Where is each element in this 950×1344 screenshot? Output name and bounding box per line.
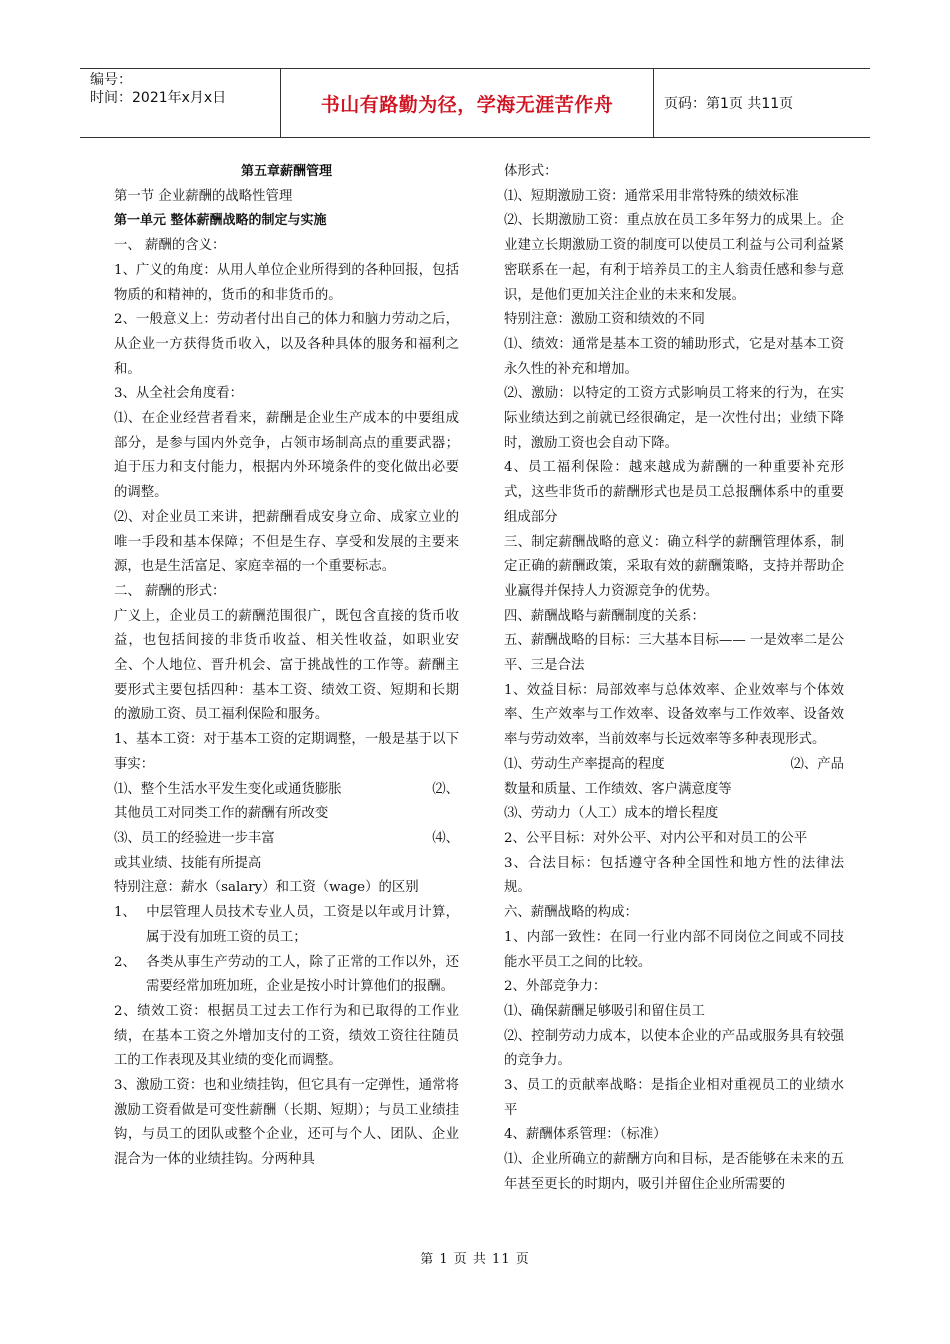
paragraph: 四、薪酬战略与薪酬制度的关系： bbox=[504, 608, 705, 624]
list-item-text: ⑴、整个生活水平发生变化或通货膨胀 bbox=[114, 781, 342, 797]
paragraph: 一、 薪酬的含义： bbox=[114, 238, 226, 254]
number-label: 编号： bbox=[90, 72, 132, 88]
paragraph: 广义上，企业员工的薪酬范围很广，既包含直接的货币收益，也包括间接的非货币收益、相关性收益，如职业安全、个人地位、晋升机会、富于挑战性的工作等。薪酬主要形式主要包括四种：基本工资、绩效工资、短期和长期的激励工资、员工福利保险和服务。 bbox=[114, 608, 459, 723]
unit-heading: 第一单元 整体薪酬战略的制定与实施 bbox=[114, 213, 327, 229]
paragraph: 或其业绩、技能有所提高 bbox=[114, 855, 262, 871]
page-header bbox=[80, 68, 870, 138]
numbered-item bbox=[114, 951, 459, 1000]
paragraph: 2、外部竞争力： bbox=[504, 979, 607, 995]
paragraph: ⑵、激励：以特定的工资方式影响员工将来的行为，在实际业绩达到之前就已经很确定，是一次性付出；业绩下降时，激励工资也会自动下降。 bbox=[504, 386, 844, 451]
list-item bbox=[114, 778, 459, 803]
paragraph: ⑴、在企业经营者看来，薪酬是企业生产成本的中要组成部分，是参与国内外竞争，占领市场制高点的重要武器；迫于压力和支付能力，根据内外环境条件的变化做出必要的调整。 bbox=[114, 411, 459, 501]
paragraph: ⑴、绩效：通常是基本工资的辅助形式，它是对基本工资永久性的补充和增加。 bbox=[504, 336, 844, 377]
page-footer: 第 1 页 共 11 页 bbox=[420, 1252, 530, 1267]
paragraph: 1、广义的角度：从用人单位企业所得到的各种回报，包括物质的和精神的，货币的和非货币的。 bbox=[114, 262, 459, 303]
paragraph: ⑵、控制劳动力成本，以使本企业的产品或服务具有较强的竞争力。 bbox=[504, 1028, 844, 1069]
paragraph: 2、一般意义上：劳动者付出自己的体力和脑力劳动之后，从企业一方获得货币收入，以及各种具体的服务和福利之和。 bbox=[114, 312, 459, 377]
item-text: 各类从事生产劳动的工人，除了正常的工作以外，还需要经常加班加班，企业是按小时计算他们的报酬。 bbox=[146, 954, 459, 995]
list-item bbox=[114, 827, 459, 852]
header-page-number: 页码：第1页 共11页 bbox=[664, 96, 794, 112]
paragraph: 3、从全社会角度看： bbox=[114, 386, 244, 402]
paragraph: 2、公平目标：对外公平、对内公平和对员工的公平 bbox=[504, 830, 808, 846]
paragraph: 4、员工福利保险：越来越成为薪酬的一种重要补充形式，这些非货币的薪酬形式也是员工总报酬体系中的重要组成部分 bbox=[504, 460, 844, 525]
paragraph: ⑴、企业所确立的薪酬方向和目标，是否能够在未来的五年甚至更长的时期内，吸引并留住企业所需要的 bbox=[504, 1152, 844, 1192]
paragraph: 3、员工的贡献率战略：是指企业相对重视员工的业绩水平 bbox=[504, 1078, 844, 1118]
list-item-text: ⑶、员工的经验进一步丰富 bbox=[114, 830, 275, 846]
paragraph: 1、效益目标：局部效率与总体效率、企业效率与个体效率、生产效率与工作效率、设备效率与工作效率、设备效率与劳动效率，当前效率与长远效率等多种表现形式。 bbox=[504, 682, 844, 748]
item-number: 1、 bbox=[114, 905, 136, 921]
chapter-title: 第五章薪酬管理 bbox=[240, 164, 332, 179]
header-motto: 书山有路勤为径，学海无涯苦作舟 bbox=[280, 69, 654, 137]
paragraph: 4、薪酬体系管理：（标准） bbox=[504, 1127, 667, 1143]
paragraph: 1、内部一致性：在同一行业内部不同岗位之间或不同技能水平员工之间的比较。 bbox=[504, 929, 844, 970]
numbered-item bbox=[114, 901, 459, 950]
paragraph: ⑶、劳动力（人工）成本的增长程度 bbox=[504, 806, 719, 822]
left-column bbox=[114, 160, 459, 1173]
paragraph: 1、基本工资：对于基本工资的定期调整，一般是基于以下事实： bbox=[114, 732, 459, 772]
paragraph: 二、 薪酬的形式： bbox=[114, 583, 226, 599]
paragraph: 特别注意：薪水（salary）和工资（wage）的区别 bbox=[114, 880, 419, 896]
list-item-number: ⑵、 bbox=[432, 781, 459, 797]
paragraph: 三、制定薪酬战略的意义：确立科学的薪酬管理体系，制定正确的薪酬政策，采取有效的薪酬策略，支持并帮助企业赢得并保持人力资源竞争的优势。 bbox=[504, 534, 844, 599]
item-number: 2、 bbox=[114, 954, 136, 970]
list-item-number: ⑷、 bbox=[432, 830, 459, 846]
list-item-text: ⑴、劳动生产率提高的程度 bbox=[504, 756, 665, 772]
paragraph: 五、薪酬战略的目标：三大基本目标—— 一是效率二是公平、三是合法 bbox=[504, 633, 844, 674]
paragraph: ⑵、对企业员工来讲，把薪酬看成安身立命、成家立业的唯一手段和基本保障；不但是生存、享受和发展的主要来源，也是生活富足、家庭幸福的一个重要标志。 bbox=[114, 509, 459, 575]
paragraph: 其他员工对同类工作的薪酬有所改变 bbox=[114, 806, 329, 822]
paragraph: ⑴、短期激励工资：通常采用非常特殊的绩效标准 bbox=[504, 188, 799, 204]
paragraph: 3、合法目标：包括遵守各种全国性和地方性的法律法规。 bbox=[504, 855, 844, 896]
paragraph: 体形式： bbox=[504, 164, 558, 179]
paragraph: 2、绩效工资：根据员工过去工作行为和已取得的工作业绩，在基本工资之外增加支付的工资，绩效工资往往随员工的工作表现及其业绩的变化而调整。 bbox=[114, 1003, 459, 1069]
section-heading: 第一节 企业薪酬的战略性管理 bbox=[114, 188, 293, 204]
paragraph: 数量和质量、工作绩效、客户满意度等 bbox=[504, 781, 732, 797]
paragraph: 3、激励工资：也和业绩挂钩，但它具有一定弹性，通常将激励工资看做是可变性薪酬（长期、短期）；与员工业绩挂钩，与员工的团队或整个企业，还可与个人、团队、企业混合为一体的业绩挂钩。分两种具 bbox=[114, 1078, 459, 1168]
paragraph: ⑴、确保薪酬足够吸引和留住员工 bbox=[504, 1003, 705, 1019]
paragraph: 六、薪酬战略的构成： bbox=[504, 905, 638, 921]
right-column bbox=[504, 160, 844, 1198]
list-item-text: ⑵、产品 bbox=[790, 756, 844, 772]
header-meta bbox=[80, 69, 280, 137]
item-text: 中层管理人员技术专业人员，工资是以年或月计算，属于没有加班工资的员工； bbox=[146, 905, 459, 945]
time-label: 时间：2021年x月x日 bbox=[90, 90, 227, 106]
paragraph: ⑵、长期激励工资：重点放在员工多年努力的成果上。企业建立长期激励工资的制度可以使员工利益与公司利益紧密联系在一起，有利于培养员工的主人翁责任感和参与意识，是他们更加关注企业的未来和发展。 bbox=[504, 213, 844, 303]
paragraph: 特别注意：激励工资和绩效的不同 bbox=[504, 312, 705, 328]
list-item bbox=[504, 753, 844, 778]
